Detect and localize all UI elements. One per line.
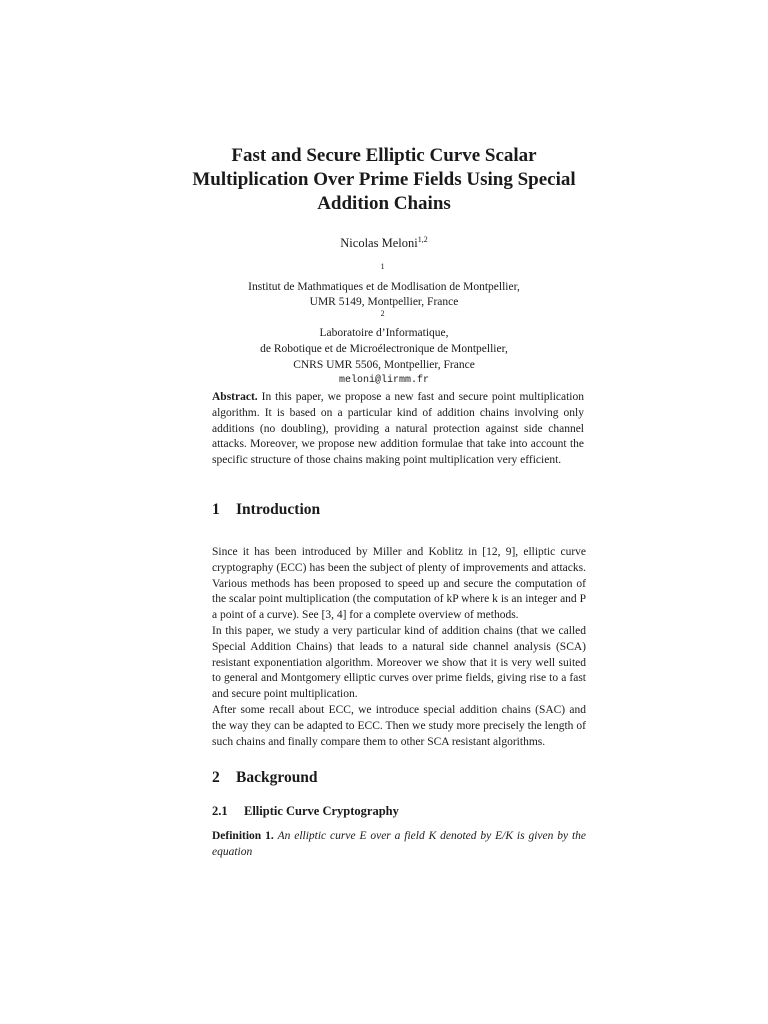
section-2-number: 2 (212, 769, 220, 786)
author-affiliation-marks: 1,2 (417, 235, 428, 244)
abstract-label: Abstract. (212, 391, 258, 403)
affiliation-1-line-2: UMR 5149, Montpellier, France (309, 296, 459, 309)
title-line-3: Addition Chains (317, 193, 451, 214)
intro-paragraph-1: Since it has been introduced by Miller and Koblitz in [12, 9], elliptic curve cryptography (ECC) has been the subject of plenty of improvements and attacks. Various methods has been proposed to speed up and secure the computation of the scalar point multiplication (the computation of kP where k is an integer and P a point of a curve). See [3, 4] for a complete overview of methods. (212, 546, 586, 622)
intro-paragraph-2: In this paper, we study a very particular kind of addition chains (that we called Special Addition Chains) that leads to a natural side channel analysis (SCA) resistant exponentiation algorithm. Moreover we show that it is very well suited to general and Montgomery elliptic curves over prime fields, giving rise to a fast and secure point multiplication. (212, 624, 586, 701)
subsection-2-1-number: 2.1 (212, 804, 228, 818)
definition-1-text: An elliptic curve E over a field K denoted by E/K is given by the equation (212, 830, 586, 858)
affiliation-2-mark: 2 (380, 308, 385, 318)
section-2-title: Background (236, 769, 318, 786)
intro-paragraph-3: After some recall about ECC, we introduce special addition chains (SAC) and the way they can be adapted to ECC. Then we study more precisely the length of such chains and finally compare them to other SCA resistant algorithms. (212, 703, 586, 748)
definition-1 (212, 829, 586, 861)
affiliation-2-line-3: CNRS UMR 5506, Montpellier, France (293, 358, 475, 371)
affiliation-2-line-1: $^2$ Laboratoire d’Informatique, (319, 308, 449, 340)
title-line-1: Fast and Secure Elliptic Curve Scalar (231, 145, 537, 166)
author-name: Nicolas Meloni (340, 236, 418, 250)
section-2-heading (212, 769, 612, 787)
section-1-number: 1 (212, 501, 220, 518)
definition-1-label: Definition 1. (212, 830, 274, 842)
subsection-2-1-title: Elliptic Curve Cryptography (244, 804, 399, 818)
author-email: meloni@lirmm.fr (338, 375, 429, 387)
affiliation-2-line-2: de Robotique et de Microélectronique de Montpellier, (260, 342, 508, 355)
section-1-title: Introduction (236, 501, 321, 518)
paper-title (100, 144, 668, 216)
section-1-heading (212, 501, 612, 519)
author-line (100, 236, 668, 251)
affiliation-1-mark: 1 (380, 262, 385, 271)
subsection-2-1-heading (212, 804, 612, 819)
abstract (212, 390, 584, 469)
abstract-text: In this paper, we propose a new fast and secure point multiplication algorithm. It is based on a particular kind of addition chains involving only additions (no doubling), providing a natural protection against side channel attacks. Moreover, we propose new addition formulae that take into account the specific structure of those chains making point multiplication very efficient. (212, 391, 585, 467)
affiliations (100, 264, 668, 389)
affiliation-1-line-1: $^1$ Institut de Mathmatiques et de Modlisation de Montpellier, (248, 262, 520, 293)
title-line-2: Multiplication Over Prime Fields Using Special (192, 169, 576, 190)
section-1-body (212, 545, 586, 750)
